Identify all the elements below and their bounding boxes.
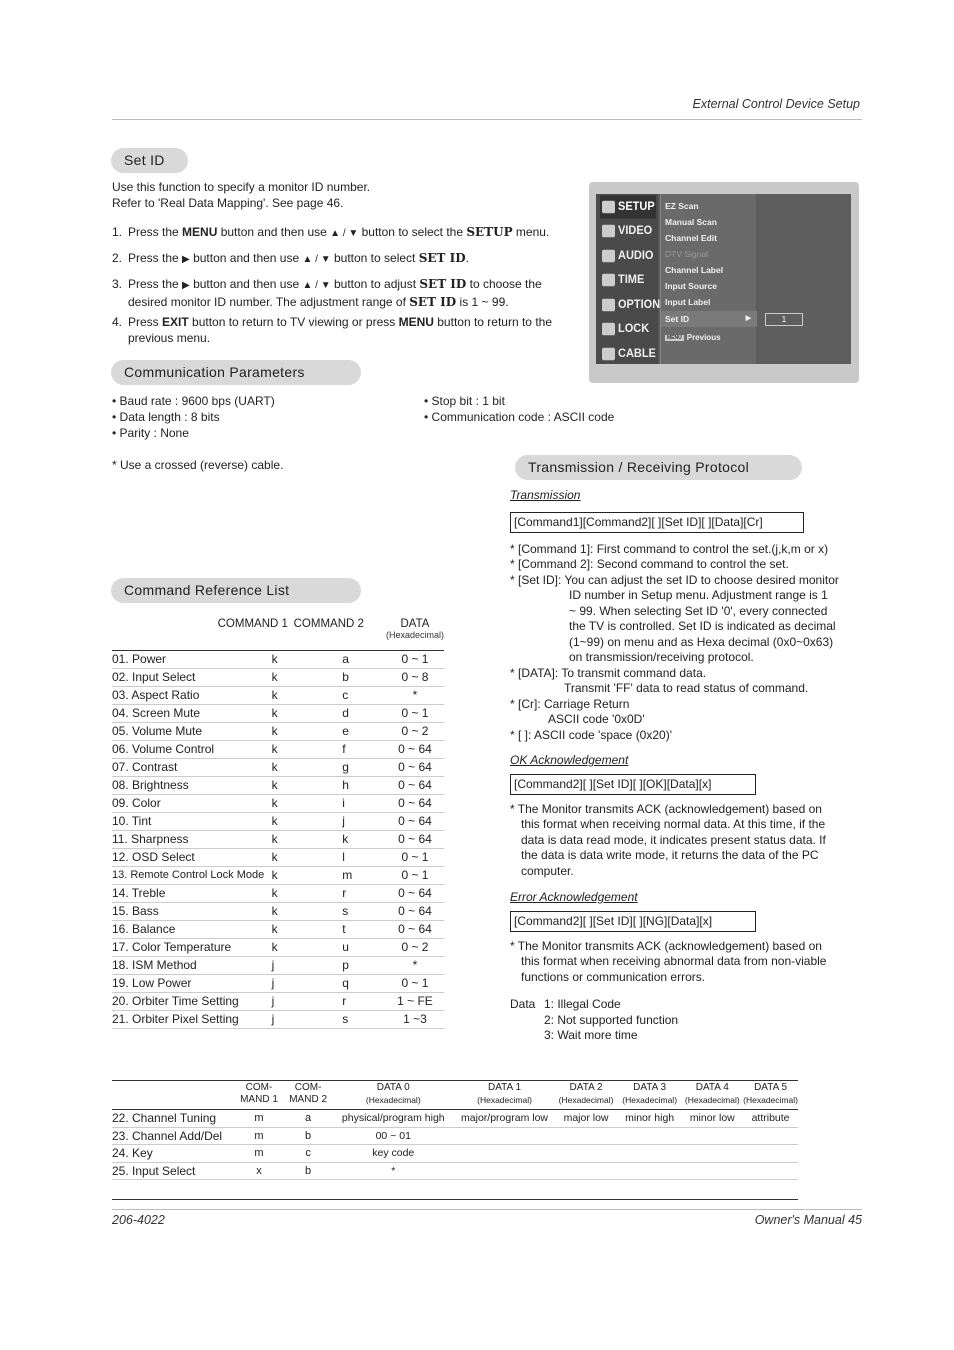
- ok-ack-format: [Command2][ ][Set ID][ ][OK][Data][x]: [510, 774, 756, 795]
- param-item: • Stop bit : 1 bit: [424, 394, 505, 408]
- cmd-command1: k: [270, 938, 340, 956]
- cmd-data: 0 ~ 64: [386, 902, 444, 920]
- ok-ack-title: OK Acknowledgement: [510, 753, 629, 767]
- setid-detail: the TV is controlled. Set ID is indicated as decimal: [569, 619, 836, 633]
- ok-ack-desc: computer.: [521, 863, 574, 878]
- right-arrow-icon: ▶: [182, 254, 190, 265]
- cmd-command2: j: [339, 812, 386, 830]
- table-cell: x: [233, 1162, 284, 1180]
- intro-line: Refer to 'Real Data Mapping'. See page 46.: [112, 196, 344, 210]
- step-2: 2. Press the ▶ button and then use ▲ / ▼ button to select SET ID.: [112, 251, 469, 265]
- footer-page-label: Owner's Manual 45: [754, 1213, 862, 1227]
- col-header: [112, 1081, 233, 1110]
- setid-detail: (1~99) on menu and as Hexa decimal (0x0~0x63): [569, 634, 834, 649]
- table-row: [112, 992, 444, 1010]
- table-cell: m: [233, 1127, 284, 1145]
- note-data: * [DATA]: To transmit command data.: [510, 665, 707, 680]
- table-cell: 22. Channel Tuning: [112, 1110, 233, 1128]
- table-cell: [743, 1127, 798, 1145]
- table-cell: m: [233, 1145, 284, 1163]
- table-cell: a: [285, 1110, 332, 1128]
- osd-item: EZ Scan: [665, 201, 699, 211]
- table-cell: [455, 1145, 554, 1163]
- table-cell: [554, 1145, 618, 1163]
- table-cell: [681, 1145, 743, 1163]
- osd-item: DTV Signal: [665, 249, 708, 259]
- note-setid: * [Set ID]: You can adjust the set ID to choose desired monitor: [510, 572, 839, 587]
- table-cell: 25. Input Select: [112, 1162, 233, 1180]
- table-cell: *: [332, 1162, 455, 1180]
- osd-previous: MENU Previous: [667, 333, 721, 342]
- comm-params-left: [112, 393, 275, 441]
- protocol-heading: Transmission / Receiving Protocol: [515, 455, 802, 480]
- cmd-command2: s: [339, 902, 386, 920]
- data-code: 1: Illegal Code: [544, 997, 621, 1011]
- cmd-data: 0 ~ 64: [386, 884, 444, 902]
- data-label: Data: [510, 997, 536, 1011]
- cmd-name: 18. ISM Method: [112, 956, 270, 974]
- comm-params-heading: Communication Parameters: [111, 360, 361, 385]
- table-cell: [681, 1127, 743, 1145]
- table-row: [112, 884, 444, 902]
- setid-detail: ~ 99. When selecting Set ID '0', every connected: [569, 603, 828, 618]
- cmd-data: 0 ~ 2: [386, 722, 444, 740]
- cmd-data: 0 ~ 1: [386, 650, 444, 668]
- error-data-codes: [510, 997, 862, 1045]
- intro-line: Use this function to specify a monitor ID number.: [112, 180, 371, 194]
- table-row: [112, 704, 444, 722]
- cmd-name: 03. Aspect Ratio: [112, 686, 270, 704]
- cmd-name: 21. Orbiter Pixel Setting: [112, 1010, 270, 1028]
- cmd-name: 09. Color: [112, 794, 270, 812]
- data-code: 3: Wait more time: [544, 1028, 638, 1042]
- up-down-arrow-icon: ▲ / ▼: [330, 228, 359, 239]
- cmd-command1: j: [270, 956, 340, 974]
- lock-icon: [602, 323, 615, 336]
- table-cell: [554, 1127, 618, 1145]
- table-cell: 23. Channel Add/Del: [112, 1127, 233, 1145]
- note-cr: * [Cr]: Carriage Return: [510, 696, 630, 711]
- table-cell: b: [285, 1162, 332, 1180]
- cmd-command2: p: [339, 956, 386, 974]
- ok-ack-desc: this format when receiving normal data. At this time, if the: [521, 817, 826, 831]
- col-command2: COMMAND 2: [293, 618, 364, 630]
- table-cell: 00 ~ 01: [332, 1127, 455, 1145]
- cmd-data: 1 ~3: [386, 1010, 444, 1028]
- cmd-name: 11. Sharpness: [112, 830, 270, 848]
- osd-item: Manual Scan: [665, 217, 717, 227]
- cmd-data: 0 ~ 64: [386, 830, 444, 848]
- table-row: [112, 812, 444, 830]
- video-icon: [602, 225, 615, 238]
- set-id-intro: [112, 179, 370, 211]
- cmd-command2: b: [339, 668, 386, 686]
- col-command1: COMMAND 1: [217, 618, 288, 630]
- table-cell: [743, 1162, 798, 1180]
- osd-menu-lock: LOCK: [600, 317, 656, 340]
- table-cell: [618, 1127, 682, 1145]
- step-4: 4. Press EXIT button to return to TV viewing or press MENU button to return to the previous menu.: [112, 315, 552, 345]
- table-cell: [455, 1162, 554, 1180]
- table-row: [112, 686, 444, 704]
- cmd-data: 0 ~ 1: [386, 704, 444, 722]
- cmd-data: *: [386, 686, 444, 704]
- cmd-name: 08. Brightness: [112, 776, 270, 794]
- cmd-name: 12. OSD Select: [112, 848, 270, 866]
- osd-item-selected: Set ID ▶: [661, 311, 757, 327]
- ok-ack-desc: the data is data write mode, it returns the data of the PC: [521, 848, 819, 862]
- table-header-row: [112, 616, 444, 650]
- table-cell: m: [233, 1110, 284, 1128]
- cmd-command2: r: [339, 884, 386, 902]
- cmd-command1: k: [270, 758, 340, 776]
- cmd-name: 07. Contrast: [112, 758, 270, 776]
- table-cell: [743, 1145, 798, 1163]
- cmd-command1: k: [270, 722, 340, 740]
- osd-item: Channel Label: [665, 265, 724, 275]
- table-cell: [618, 1145, 682, 1163]
- cmd-command1: k: [270, 830, 340, 848]
- col-header: DATA 1 (Hexadecimal): [455, 1081, 554, 1110]
- param-item: • Communication code : ASCII code: [424, 410, 615, 424]
- osd-item: Input Label: [665, 297, 711, 307]
- cmd-data: 0 ~ 8: [386, 668, 444, 686]
- osd-menu-screenshot: [589, 182, 859, 383]
- command-reference-table: [112, 616, 444, 1029]
- table-row: [112, 668, 444, 686]
- cmd-command1: k: [270, 668, 340, 686]
- cmd-command1: j: [270, 1010, 340, 1028]
- setid-detail: on transmission/receiving protocol.: [569, 650, 754, 664]
- footer-divider: [112, 1209, 862, 1210]
- clock-icon: [602, 274, 615, 287]
- col-header: DATA 0 (Hexadecimal): [332, 1081, 455, 1110]
- error-ack-desc: functions or communication errors.: [521, 969, 706, 984]
- table-row: [112, 1110, 798, 1128]
- cmd-command2: e: [339, 722, 386, 740]
- table-row: [112, 650, 444, 668]
- error-ack-desc: this format when receiving abnormal data from non-viable: [521, 954, 827, 968]
- osd-menu-audio: AUDIO: [600, 244, 656, 267]
- cmd-command1: k: [270, 866, 340, 884]
- table-row: [112, 938, 444, 956]
- col-header: DATA 4 (Hexadecimal): [681, 1081, 743, 1110]
- cmd-command1: k: [270, 776, 340, 794]
- transmission-format: [Command1][Command2][ ][Set ID][ ][Data][Cr]: [510, 512, 804, 533]
- cmd-data: 1 ~ FE: [386, 992, 444, 1010]
- osd-item: Channel Edit: [665, 233, 717, 243]
- cmd-command2: k: [339, 830, 386, 848]
- cmd-ref-heading: Command Reference List: [111, 578, 361, 603]
- step-3: 3. Press the ▶ button and then use ▲ / ▼ button to adjust SET ID to choose the desired monitor ID number. The adjustment range of SET ID is 1 ~ 99.: [112, 277, 542, 309]
- cmd-command2: r: [339, 992, 386, 1010]
- osd-value-panel: [757, 194, 851, 364]
- cmd-name: 17. Color Temperature: [112, 938, 270, 956]
- error-ack-desc: * The Monitor transmits ACK (acknowledgement) based on: [510, 938, 822, 953]
- col-header: DATA 3 (Hexadecimal): [618, 1081, 682, 1110]
- col-header: DATA 5 (Hexadecimal): [743, 1081, 798, 1110]
- cmd-command1: k: [270, 848, 340, 866]
- setid-detail: ID number in Setup menu. Adjustment range is 1: [569, 588, 828, 602]
- table-cell: c: [285, 1145, 332, 1163]
- table-row: [112, 776, 444, 794]
- cmd-command1: k: [270, 686, 340, 704]
- up-down-arrow-icon: ▲ / ▼: [302, 280, 331, 291]
- osd-menu-time: TIME: [600, 268, 656, 291]
- menu-key-icon: MENU: [667, 334, 682, 341]
- right-arrow-icon: ▶: [182, 280, 190, 291]
- note-command2: * [Command 2]: Second command to control the set.: [510, 557, 789, 571]
- table-row: [112, 848, 444, 866]
- header-title: External Control Device Setup: [692, 97, 860, 111]
- error-ack-title: Error Acknowledgement: [510, 890, 638, 904]
- cmd-data: *: [386, 956, 444, 974]
- cmd-name: 13. Remote Control Lock Mode: [112, 866, 270, 884]
- osd-menu-option: OPTION: [600, 293, 656, 316]
- table-cell: 24. Key: [112, 1145, 233, 1163]
- col-header: COM- MAND 1: [233, 1081, 284, 1110]
- col-data: DATA (Hexadecimal): [386, 616, 444, 650]
- transmission-title: Transmission: [510, 488, 581, 502]
- cmd-command1: k: [270, 704, 340, 722]
- step-1: 1. Press the MENU button and then use ▲ / ▼ button to select the SETUP menu.: [112, 225, 550, 239]
- table-header-row: [112, 1081, 798, 1110]
- table-cell: [455, 1127, 554, 1145]
- osd-set-id-value: 1: [765, 313, 803, 326]
- table-cell: [618, 1162, 682, 1180]
- osd-main-menu: [596, 194, 661, 364]
- data-code: 2: Not supported function: [544, 1012, 679, 1027]
- table-cell: key code: [332, 1145, 455, 1163]
- param-item: • Baud rate : 9600 bps (UART): [112, 394, 275, 408]
- cmd-name: 06. Volume Control: [112, 740, 270, 758]
- param-item: • Parity : None: [112, 426, 189, 440]
- table-cell: [554, 1162, 618, 1180]
- cr-detail: ASCII code '0x0D': [548, 712, 645, 726]
- table-row: [112, 1127, 798, 1145]
- cmd-command2: a: [339, 650, 386, 668]
- table-cell: physical/program high: [332, 1110, 455, 1128]
- header-divider: [112, 119, 862, 120]
- cmd-command1: k: [270, 902, 340, 920]
- table-row: [112, 1162, 798, 1180]
- table-row: [112, 758, 444, 776]
- cmd-command2: q: [339, 974, 386, 992]
- table-cell: attribute: [743, 1110, 798, 1128]
- cmd-name: 16. Balance: [112, 920, 270, 938]
- audio-icon: [602, 250, 615, 263]
- cmd-command1: k: [270, 794, 340, 812]
- table-row: [112, 1010, 444, 1028]
- cmd-command1: k: [270, 740, 340, 758]
- cmd-command2: l: [339, 848, 386, 866]
- setup-icon: [602, 201, 615, 214]
- table-cell: minor high: [618, 1110, 682, 1128]
- table-row: [112, 974, 444, 992]
- cmd-command1: j: [270, 992, 340, 1010]
- right-arrow-icon: ▶: [745, 315, 751, 322]
- option-icon: [602, 299, 615, 312]
- comm-params-right: [424, 393, 614, 425]
- cmd-data: 0 ~ 64: [386, 740, 444, 758]
- cmd-name: 05. Volume Mute: [112, 722, 270, 740]
- col-header: DATA 2 (Hexadecimal): [554, 1081, 618, 1110]
- osd-item: Input Source: [665, 281, 717, 291]
- cmd-command2: m: [339, 866, 386, 884]
- cmd-name: 20. Orbiter Time Setting: [112, 992, 270, 1010]
- cmd-command1: k: [270, 920, 340, 938]
- table-cell: minor low: [681, 1110, 743, 1128]
- table-cell: major/program low: [455, 1110, 554, 1128]
- footer-model-number: 206-4022: [112, 1213, 165, 1227]
- table-row: [112, 794, 444, 812]
- cmd-data: 0 ~ 1: [386, 866, 444, 884]
- cmd-command2: i: [339, 794, 386, 812]
- osd-menu-cable: CABLE: [600, 342, 656, 365]
- table-cell: b: [285, 1127, 332, 1145]
- up-down-arrow-icon: ▲ / ▼: [302, 254, 331, 265]
- table-row: [112, 956, 444, 974]
- osd-menu-video: VIDEO: [600, 219, 656, 242]
- ok-ack-desc: * The Monitor transmits ACK (acknowledgement) based on: [510, 801, 822, 816]
- cmd-command2: d: [339, 704, 386, 722]
- table-row: [112, 902, 444, 920]
- cmd-data: 0 ~ 64: [386, 758, 444, 776]
- table-row: [112, 866, 444, 884]
- cmd-command2: h: [339, 776, 386, 794]
- cmd-data: 0 ~ 64: [386, 812, 444, 830]
- cmd-command2: f: [339, 740, 386, 758]
- cmd-command1: k: [270, 812, 340, 830]
- note-space: * [ ]: ASCII code 'space (0x20)': [510, 727, 672, 742]
- col-header: COM- MAND 2: [285, 1081, 332, 1110]
- protocol-section: [510, 488, 862, 1045]
- cmd-command2: s: [339, 1010, 386, 1028]
- cmd-name: 04. Screen Mute: [112, 704, 270, 722]
- cmd-command2: t: [339, 920, 386, 938]
- cable-icon: [602, 348, 615, 361]
- cmd-command1: k: [270, 884, 340, 902]
- note-command1: * [Command 1]: First command to control the set.(j,k,m or x): [510, 541, 829, 556]
- cmd-name: 19. Low Power: [112, 974, 270, 992]
- cmd-data: 0 ~ 64: [386, 920, 444, 938]
- cmd-data: 0 ~ 64: [386, 776, 444, 794]
- table-cell: major low: [554, 1110, 618, 1128]
- ok-ack-desc: data is data read mode, it indicates present status data. If: [521, 832, 826, 847]
- table-cell: [681, 1162, 743, 1180]
- osd-submenu: [660, 194, 756, 364]
- table-row: [112, 740, 444, 758]
- cable-note: * Use a crossed (reverse) cable.: [112, 458, 284, 472]
- data-detail: Transmit 'FF' data to read status of command.: [564, 681, 809, 695]
- cmd-data: 0 ~ 1: [386, 974, 444, 992]
- cmd-command2: c: [339, 686, 386, 704]
- cmd-name: 10. Tint: [112, 812, 270, 830]
- table-row: [112, 1145, 798, 1163]
- cmd-name: 15. Bass: [112, 902, 270, 920]
- table-row: [112, 920, 444, 938]
- table-row: [112, 830, 444, 848]
- extended-command-table: [112, 1080, 798, 1200]
- cmd-data: 0 ~ 64: [386, 794, 444, 812]
- cmd-command1: j: [270, 974, 340, 992]
- osd-menu-setup: SETUP: [600, 195, 656, 218]
- cmd-data: 0 ~ 2: [386, 938, 444, 956]
- cmd-data: 0 ~ 1: [386, 848, 444, 866]
- param-item: • Data length : 8 bits: [112, 410, 220, 424]
- set-id-steps: [112, 224, 584, 346]
- cmd-command1: k: [270, 650, 340, 668]
- error-ack-format: [Command2][ ][Set ID][ ][NG][Data][x]: [510, 911, 756, 932]
- set-id-heading: Set ID: [111, 148, 188, 173]
- cmd-name: 01. Power: [112, 650, 270, 668]
- cmd-command2: u: [339, 938, 386, 956]
- cmd-name: 14. Treble: [112, 884, 270, 902]
- cmd-command2: g: [339, 758, 386, 776]
- table-spacer-row: [112, 1180, 798, 1200]
- cmd-name: 02. Input Select: [112, 668, 270, 686]
- table-row: [112, 722, 444, 740]
